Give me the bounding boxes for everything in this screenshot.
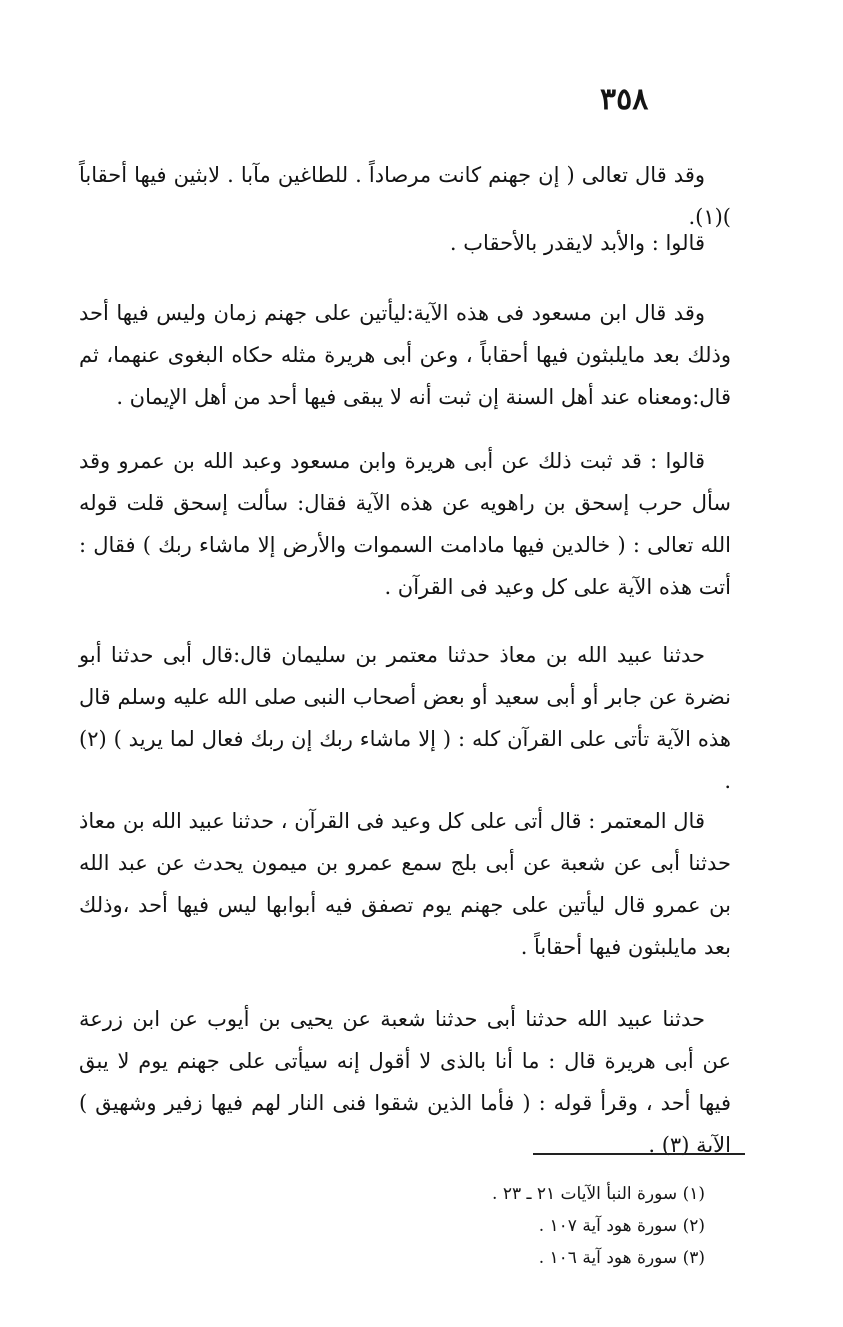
paragraph-5 [79,634,731,802]
footnote: (١) سورة النبأ الآيات ٢١ ـ ٢٣ . [492,1184,705,1204]
page-number: ٣٥٨ [600,82,649,117]
footnotes [345,1178,705,1274]
paragraph-text: وقد قال تعالى ( إن جهنم كانت مرصاداً . للطاغين مآبا . لابثين فيها أحقاباً )(١). [79,163,731,229]
paragraph-4 [79,440,731,608]
footnote: (٢) سورة هود آية ١٠٧ . [538,1216,705,1236]
paragraph-text: قال المعتمر : قال أتى على كل وعيد فى القرآن ، حدثنا عبيد الله بن معاذ حدثنا أبى عن شعبة عن أبى بلج سمع عمرو بن ميمون يحدث عن عبد الله بن عمرو قال ليأتين على جهنم يوم تصفق فيه أبوابها ليس فيها أحد ،وذلك بعد مايلبثون فيها أحقاباً . [79,809,731,959]
paragraph-text: قالوا : والأبد لايقدر بالأحقاب . [449,231,705,255]
paragraph-2 [79,222,731,264]
paragraph-3 [79,292,731,418]
paragraph-6 [79,800,731,968]
footnote: (٣) سورة هود آية ١٠٦ . [538,1248,705,1268]
paragraph-7 [79,998,731,1166]
paragraph-text: حدثنا عبيد الله حدثنا أبى حدثنا شعبة عن يحيى بن أيوب عن ابن زرعة عن أبى هريرة قال : ما أنا بالذى لا أقول إنه سيأتى على جهنم يوم لا يبق فيها أحد ، وقرأ قوله : ( فأما الذين شقوا فنى النار لهم فيها زفير وشهيق ) الآية (٣) . [79,1007,731,1157]
paragraph-text: قالوا : قد ثبت ذلك عن أبى هريرة وابن مسعود وعبد الله بن عمرو وقد سأل حرب إسحق بن راهويه عن هذه الآية فقال: سألت إسحق قلت قوله الله تعالى : ( خالدين فيها مادامت السموات والأرض إلا ماشاء ربك ) فقال : أتت هذه الآية على كل وعيد فى القرآن . [79,449,731,599]
footnote-divider [533,1153,745,1155]
paragraph-text: وقد قال ابن مسعود فى هذه الآية:ليأتين على جهنم زمان وليس فيها أحد وذلك بعد مايلبثون فيها أحقاباً ، وعن أبى هريرة مثله حكاه البغوى عنهما، ثم قال:ومعناه عند أهل السنة إن ثبت أنه لا يبقى فيها أحد من أهل الإيمان . [79,301,731,409]
paragraph-text: حدثنا عبيد الله بن معاذ حدثنا معتمر بن سليمان قال:قال أبى حدثنا أبو نضرة عن جابر أو أبى سعيد أو بعض أصحاب النبى صلى الله عليه وسلم قال هذه الآية تأتى على القرآن كله : ( إلا ماشاء ربك إن ربك فعال لما يريد ) (٢) . [79,643,731,793]
